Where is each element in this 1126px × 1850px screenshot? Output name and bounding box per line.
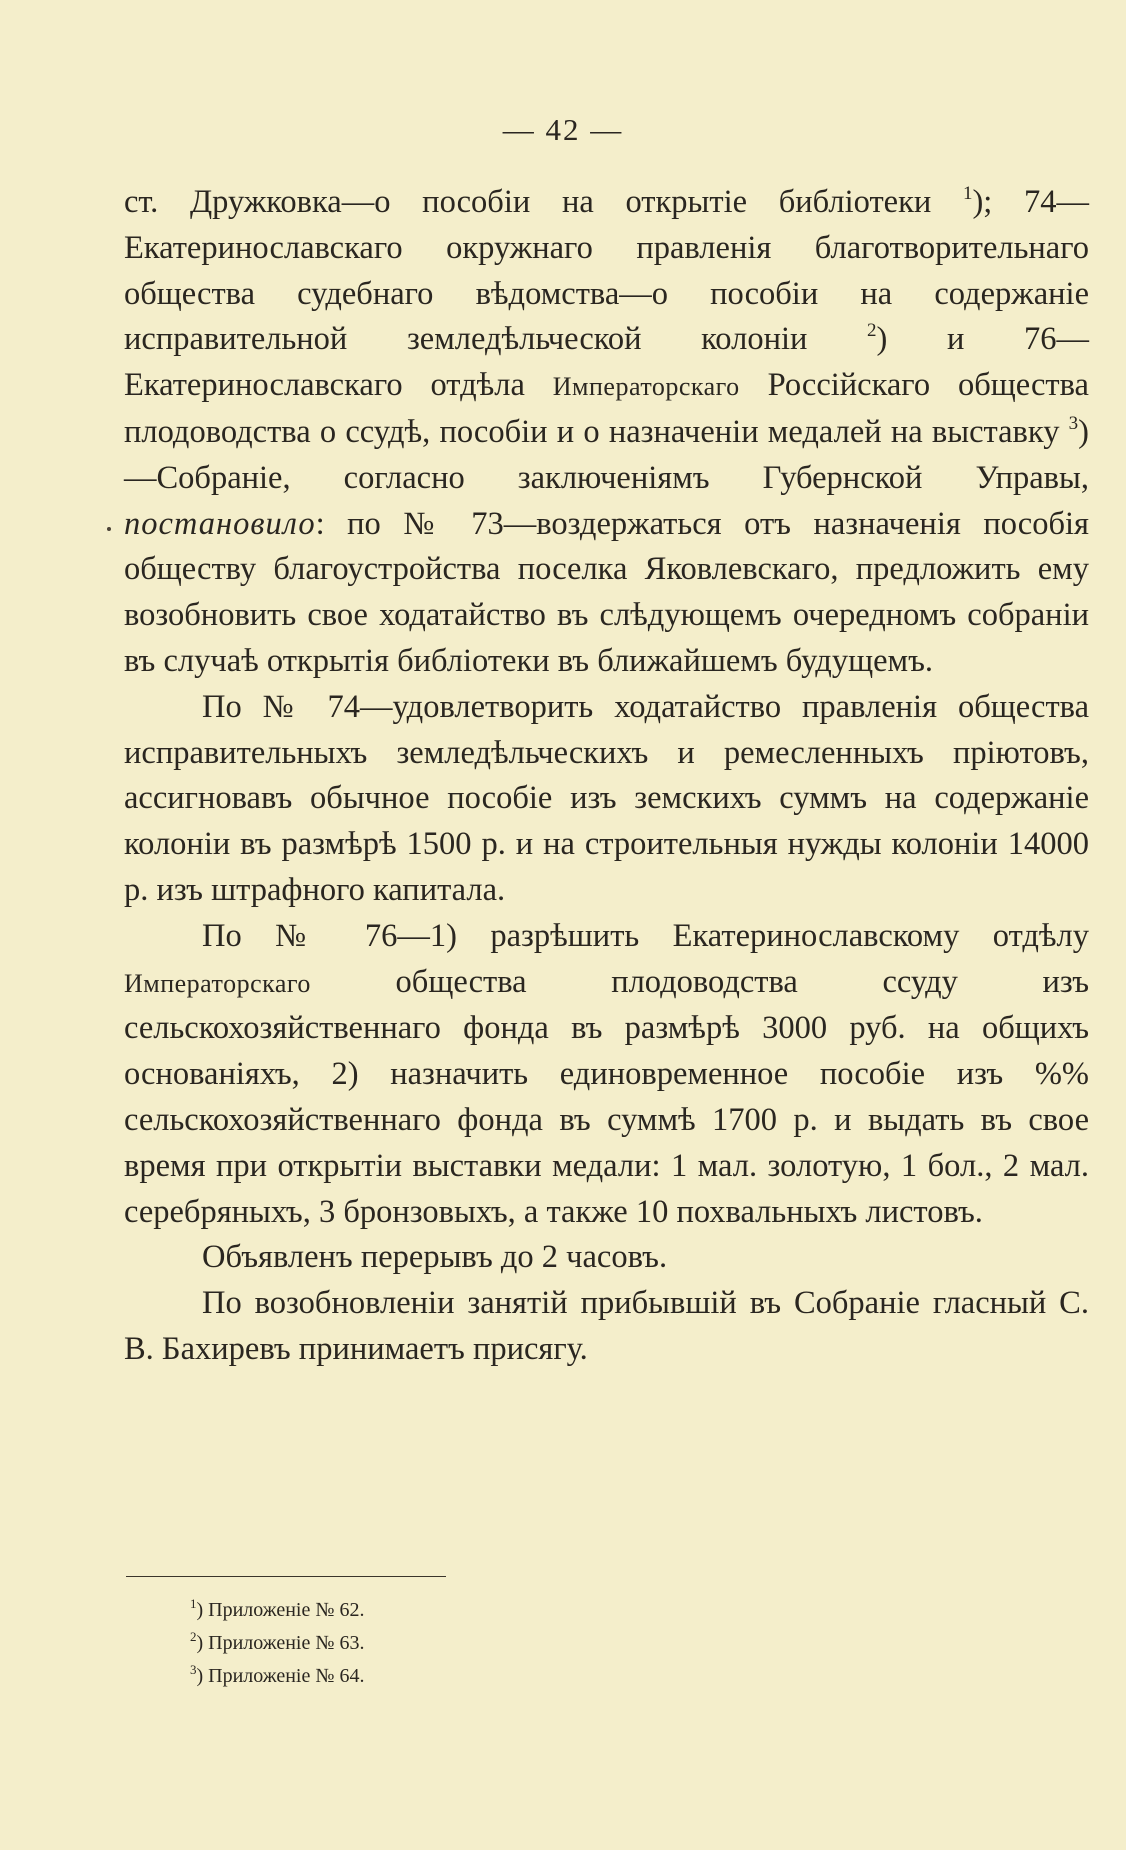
- footnote-divider: [126, 1576, 446, 1577]
- footnote: [190, 1627, 364, 1660]
- text-run: По № 74—удовлетворить ходатайство правленія общества исправительныхъ земледѣльческихъ и ремесленныхъ пріютовъ, ассигновавъ обычное пособіе изъ земскихъ суммъ на содержаніе колоніи въ размѣрѣ 1500 р. и на строительныя нужды колоніи 14000 р. изъ штрафного капитала.: [124, 688, 1089, 908]
- footnote-text: ) Приложеніе № 62.: [196, 1599, 365, 1621]
- body-text: [124, 180, 1089, 1373]
- text-run: Россійскаго общества плодоводства о ссудѣ, пособіи и о назначеніи медалей на выставку: [124, 367, 1089, 450]
- paragraph: [124, 685, 1089, 914]
- paragraph: [124, 1281, 1089, 1373]
- small-caps-text: Императорскаго: [124, 968, 311, 998]
- small-caps-text: Императорскаго: [552, 372, 740, 402]
- text-run: По № 76—1) разрѣшить Екатеринославскому отдѣлу: [202, 917, 1089, 954]
- paragraph: [124, 1235, 1089, 1281]
- text-run: ст. Дружковка—о пособіи на открытіе библіотеки: [124, 184, 963, 220]
- text-run: Объявленъ перерывъ до 2 часовъ.: [202, 1239, 668, 1276]
- page-number: — 42 —: [502, 112, 624, 147]
- footnote: [190, 1660, 364, 1693]
- text-run: ) и 76—Екатеринославскаго отдѣла: [124, 321, 1089, 404]
- footnote-reference: 2: [867, 320, 877, 342]
- footnote-text: ) Приложеніе № 64.: [196, 1665, 365, 1687]
- paragraph: [124, 180, 1089, 685]
- paragraph: [124, 914, 1089, 1236]
- emphasized-text: постановило: [124, 505, 316, 542]
- text-run: )—Собраніе, согласно заключеніямъ Губернской Управы,: [124, 413, 1089, 496]
- footnote-mark: 3: [190, 1662, 197, 1677]
- text-run: : по № 73—воздержаться отъ назначенія пособія обществу благоустройства поселка Яковлевскаго, предложить ему возобновить свое ходатайство въ слѣдующемъ очередномъ собраніи въ случаѣ открытія библіотеки въ ближайшемъ будущемъ.: [124, 505, 1089, 679]
- footnote-reference: 1: [962, 183, 973, 204]
- margin-mark: [107, 527, 111, 531]
- text-run: По возобновленіи занятій прибывшій въ Собраніе гласный С. В. Бахиревъ принимаетъ присягу.: [124, 1285, 1089, 1367]
- footnote-reference: 3: [1068, 412, 1079, 434]
- footnote-mark: 1: [190, 1596, 197, 1611]
- text-run: общества плодоводства ссуду изъ сельскохозяйственнаго фонда въ размѣрѣ 3000 руб. на общихъ основаніяхъ, 2) назначить единовременное пособіе изъ %% сельскохозяйственнаго фонда въ суммѣ 1700 р. и выдать въ свое время при открытіи выставки медали: 1 мал. золотую, 1 бол., 2 мал. серебряныхъ, 3 бронзовыхъ, а также 10 похвальныхъ листовъ.: [124, 963, 1089, 1230]
- footnote: [190, 1594, 364, 1627]
- footnote-mark: 2: [190, 1629, 197, 1644]
- footnote-text: ) Приложеніе № 63.: [196, 1632, 365, 1654]
- footnotes: [190, 1594, 364, 1693]
- text-run: ); 74—Екатеринославскаго окружнаго правленія благотворительнаго общества судебнаго вѣдомства—о пособіи на содержаніе исправительной земледѣльческой колоніи: [124, 184, 1089, 358]
